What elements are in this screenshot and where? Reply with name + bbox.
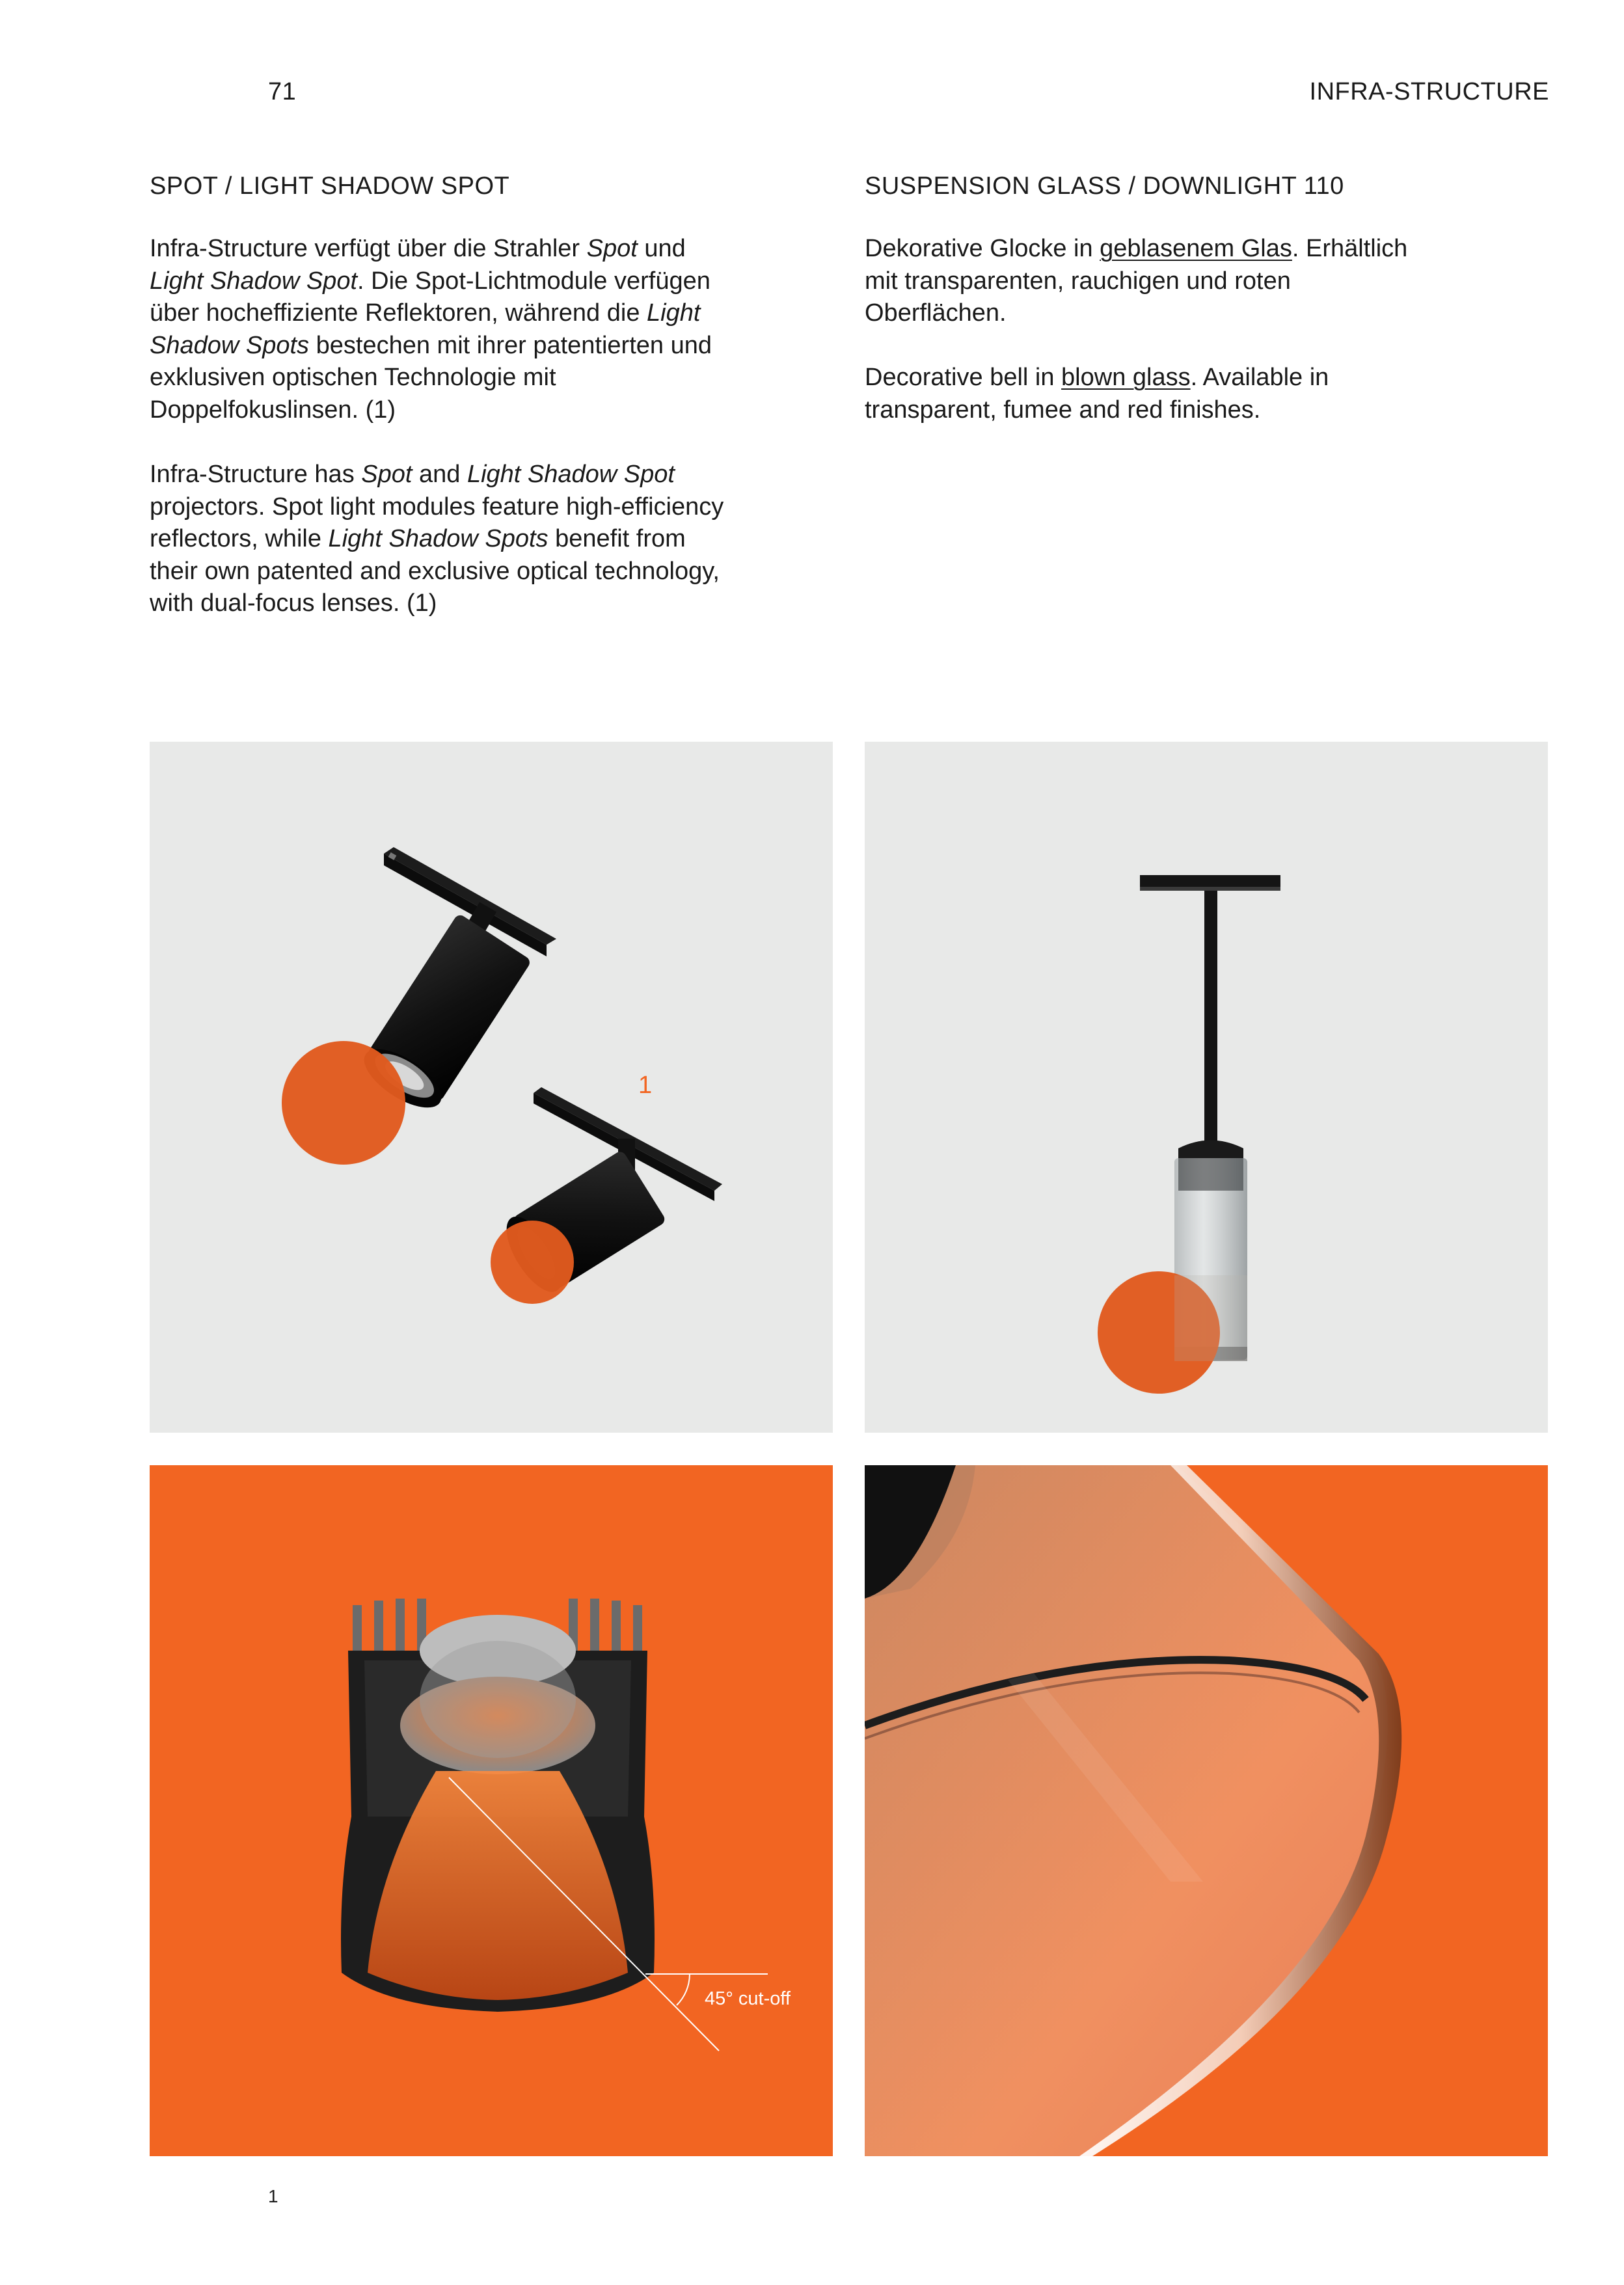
lens-cross-section-panel — [150, 1465, 833, 2156]
orange-dot — [282, 1041, 405, 1165]
glass-bell-closeup-image — [865, 1465, 1548, 2156]
left-paragraph-en: Infra-Structure has Spot and Light Shadow Spot projectors. Spot light modules feature high-efficiency reflectors, while Light Shadow Spots benefit from their own patented and exclusive optical technology, with dual-focus lenses. (1) — [150, 461, 724, 617]
orange-dot — [491, 1221, 574, 1304]
pendant-glass-image — [865, 742, 1548, 1433]
left-paragraph-de: Infra-Structure verfügt über die Strahler Spot und Light Shadow Spot. Die Spot-Lichtmodule verfügen über hocheffiziente Reflektoren, während die Light Shadow Spots bestechen mit ihrer patentierten und exklusiven optischen Technologie mit Doppelfokuslinsen. (1) — [150, 235, 712, 424]
cutoff-angle-label: 45° cut-off — [705, 1988, 791, 2009]
right-column-title: SUSPENSION GLASS / DOWNLIGHT 110 — [865, 172, 1344, 200]
track-spotlight-image — [150, 742, 833, 1433]
right-paragraph-de: Dekorative Glocke in geblasenem Glas. Erhältlich mit transparenten, rauchigen und roten Oberflächen. — [865, 235, 1408, 327]
left-column-title: SPOT / LIGHT SHADOW SPOT — [150, 172, 510, 200]
page-number: 71 — [268, 78, 297, 105]
glass-closeup-panel — [865, 1465, 1548, 2156]
right-paragraph-en: Decorative bell in blown glass. Available in transparent, fumee and red finishes. — [865, 364, 1329, 424]
suspension-glass-image-panel — [865, 742, 1548, 1433]
footnote-marker: 1 — [268, 2186, 278, 2206]
spots-callout-number: 1 — [638, 1072, 653, 1099]
spots-image-panel — [150, 742, 833, 1433]
lens-cross-section-image — [150, 1465, 833, 2156]
section-title: INFRA-STRUCTURE — [1309, 78, 1549, 105]
